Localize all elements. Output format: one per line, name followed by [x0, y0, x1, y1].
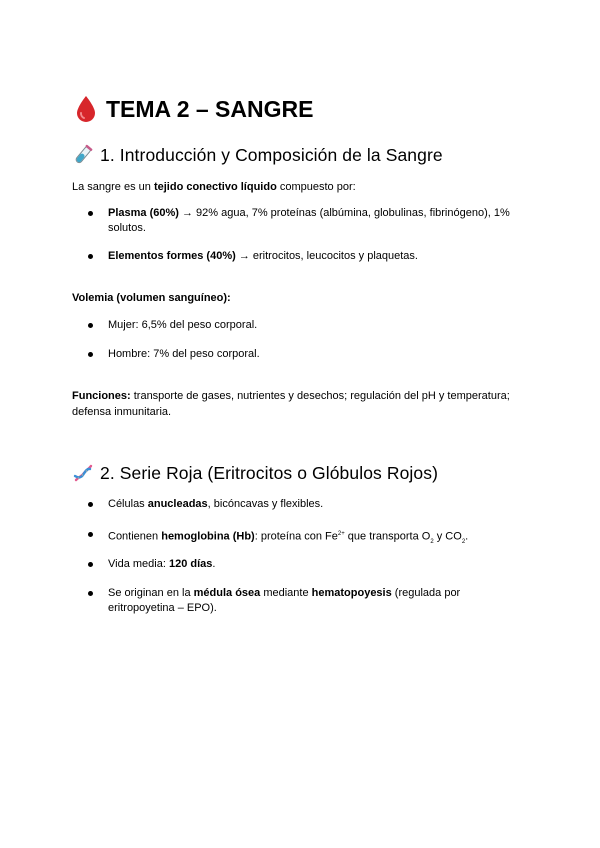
bullet-text: Se originan en la — [108, 587, 194, 599]
list-item — [108, 206, 528, 236]
list-item — [108, 249, 528, 264]
bullet-text: Mujer: 6,5% del peso corporal. — [108, 319, 258, 331]
bullet-text: Células — [108, 498, 148, 510]
dna-icon — [72, 462, 94, 484]
blood-drop-icon — [74, 95, 98, 123]
bullet-dot — [88, 323, 93, 328]
bullet-dot — [88, 211, 93, 216]
bullet-dot — [88, 532, 93, 537]
bullet-text: Contienen — [108, 530, 162, 543]
list-item — [108, 318, 528, 333]
list-item — [108, 497, 528, 512]
section-1-heading — [72, 144, 443, 166]
intro-text: La sangre es un — [72, 181, 154, 193]
bullet-bold: Elementos formes (40%) — [108, 250, 236, 262]
bullet-text: Hombre: 7% del peso corporal. — [108, 348, 260, 360]
funciones-text: transporte de gases, nutrientes y desechos; regulación del pH y temperatura; defensa inmunitaria. — [72, 390, 510, 418]
bullet-bold: Plasma (60%) — [108, 207, 179, 219]
bullet-text-end: . — [212, 558, 216, 570]
bullet-text-end: , bicóncavas y flexibles. — [207, 498, 324, 510]
list-item — [108, 527, 528, 550]
bullet-dot — [88, 562, 93, 567]
bullet-text-mid3: y CO — [433, 530, 462, 543]
bullet-dot — [88, 254, 93, 259]
list-item — [108, 347, 528, 362]
bullet-text-mid2: que transporta O — [344, 530, 431, 543]
section-2-heading-text: 2. Serie Roja (Eritrocitos o Glóbulos Rojos) — [100, 462, 439, 483]
list-item — [108, 557, 528, 572]
bullet-text: Vida media: — [108, 558, 169, 570]
volemia-heading: Volemia (volumen sanguíneo): — [72, 292, 231, 304]
bullet-text-mid: mediante — [260, 587, 312, 599]
bullet-bold-2: hematopoyesis — [311, 587, 392, 599]
bullet-dot — [88, 502, 93, 507]
co2-subscript: 2 — [461, 538, 466, 545]
bullet-bold: médula ósea — [193, 587, 261, 599]
funciones-label: Funciones: — [72, 390, 131, 402]
bullet-bold: 120 días — [168, 558, 213, 570]
bullet-text: → 92% agua, 7% proteínas (albúmina, globulinas, fibrinógeno), 1% solutos. — [108, 207, 510, 234]
intro-paragraph — [72, 179, 532, 195]
bullet-text-end: . — [465, 530, 469, 543]
test-tube-icon — [72, 144, 94, 166]
page-title — [74, 95, 313, 123]
intro-text-end: compuesto por: — [276, 181, 356, 193]
bullet-bold: hemoglobina (Hb) — [161, 530, 255, 543]
section-2-heading — [72, 462, 438, 484]
bullet-dot — [88, 352, 93, 357]
page-title-text: TEMA 2 – SANGRE — [106, 95, 314, 122]
bullet-dot — [88, 591, 93, 596]
bullet-text-mid: : proteína con Fe — [254, 530, 338, 543]
oxygen-subscript: 2 — [430, 538, 434, 545]
iron-charge: 2+ — [337, 531, 345, 537]
funciones-paragraph — [72, 388, 532, 420]
list-item — [108, 586, 528, 616]
section-1-heading-text: 1. Introducción y Composición de la Sangre — [100, 144, 443, 165]
intro-bold: tejido conectivo líquido — [153, 181, 277, 193]
bullet-text-end: (regulada por eritropoyetina – EPO). — [108, 587, 461, 614]
bullet-text: → eritrocitos, leucocitos y plaquetas. — [235, 250, 418, 262]
bullet-bold: anucleadas — [147, 498, 208, 510]
